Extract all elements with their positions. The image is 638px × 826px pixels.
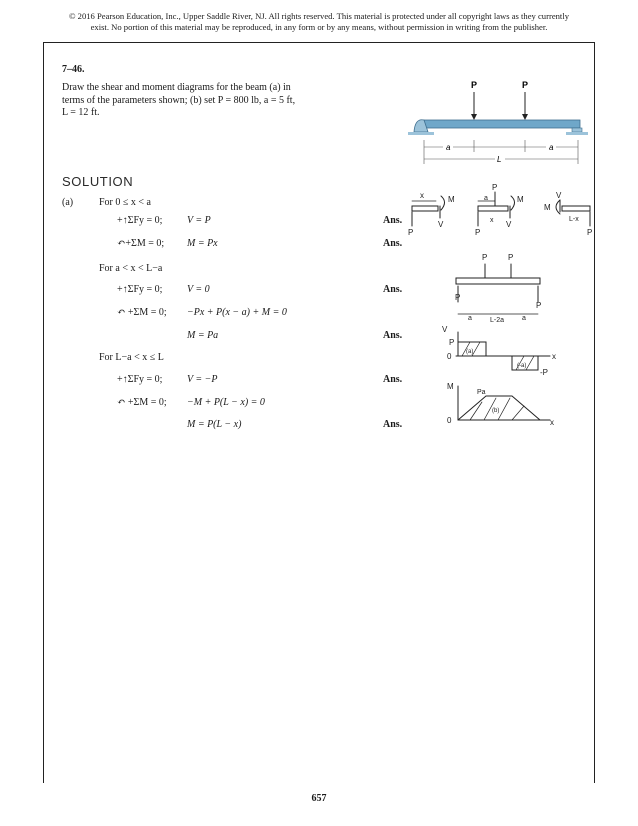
moment-m-label: M [447, 382, 454, 391]
fbd1-beam [412, 206, 438, 211]
r2-eq2-label: ↶ +ΣM = 0; [117, 307, 167, 318]
moment-pa-label: Pa [477, 389, 486, 396]
shear-v-label: V [442, 325, 448, 334]
shear-minus-p-label: -P [540, 368, 548, 377]
fbd-2 [475, 183, 524, 237]
fbd2-a-label: a [484, 195, 488, 202]
shear-area-left-label: (a) [466, 349, 474, 355]
r3-eq3: M = P(L − x) [187, 419, 242, 430]
r1-eq1-ans: Ans. [383, 215, 403, 226]
r3-eq1: V = −P [187, 374, 218, 385]
shear-diagram [442, 325, 556, 377]
solution-sketches [400, 182, 596, 430]
figure-load-right-label: P [522, 80, 529, 90]
shear-o-label: 0 [447, 352, 452, 361]
moment-hatch-4 [512, 406, 524, 420]
fbd3-moment-arc [556, 200, 560, 214]
fbd3-m-label: M [544, 203, 551, 212]
copyright-notice [30, 11, 608, 33]
fbd2-m-label: M [517, 195, 524, 204]
fbd1-m-label: M [448, 195, 455, 204]
fbd3-beam [562, 206, 590, 211]
fbd3-lx-label: L-x [569, 216, 579, 223]
dim-a-left-label: a [446, 143, 451, 152]
problem-number: 7–46. [62, 64, 85, 75]
beam-mid-label: L-2a [490, 317, 505, 324]
r1-eq2-label: ↶+ΣM = 0; [117, 238, 165, 249]
moment-o-label: 0 [447, 416, 452, 425]
beam-figure [400, 76, 595, 171]
fbd3-p-label: P [587, 228, 593, 237]
beam-body [420, 120, 580, 128]
solution-heading: SOLUTION [62, 174, 134, 189]
copyright-line-2: exist. No portion of this material may be reproduced, in any form or by any means, without permission in writing from the publisher. [90, 22, 548, 32]
load-arrowhead-right [522, 114, 528, 120]
fbd1-moment-arc [441, 196, 445, 210]
beam-p-right-label: P [508, 253, 514, 262]
r3-eq3-ans: Ans. [383, 419, 403, 430]
beam-sketch [455, 253, 541, 324]
dim-a-right-label: a [549, 143, 554, 152]
shear-p-label: P [449, 338, 455, 347]
fbd-3 [544, 191, 592, 237]
moment-area-label: (b) [492, 408, 500, 414]
shear-x-label: x [552, 352, 556, 361]
fbd2-x-label: x [490, 217, 494, 224]
beam-p-left-label: P [482, 253, 488, 262]
shear-area-right-label: (-a) [517, 363, 527, 369]
fbd2-p-top-label: P [492, 183, 498, 192]
range-2: For a < x < L−a [99, 263, 163, 274]
fbd2-v-label: V [506, 220, 512, 229]
r3-eq2: −M + P(L − x) = 0 [187, 397, 265, 408]
moment-diagram [447, 382, 554, 427]
r2-eq2: −Px + P(x − a) + M = 0 [187, 307, 287, 318]
statement-line-1: Draw the shear and moment diagrams for the beam (a) in [62, 82, 291, 93]
r1-eq1-label: +↑ΣFy = 0; [117, 215, 163, 226]
fbd2-p-label: P [475, 228, 481, 237]
statement-line-2: terms of the parameters shown; (b) set P = 800 lb, a = 5 ft, [62, 94, 296, 106]
fbd-1 [408, 191, 455, 237]
beam-r-left-label: P [455, 293, 461, 302]
range-1: For 0 ≤ x < a [99, 197, 151, 208]
r1-eq1: V = P [187, 215, 211, 226]
roller-support [572, 128, 582, 132]
part-label: (a) [62, 197, 74, 208]
r1-eq2: M = Px [187, 238, 218, 249]
moment-hatch-3 [498, 398, 510, 420]
r3-eq1-ans: Ans. [383, 374, 403, 385]
beam-r-right-label: P [536, 301, 542, 310]
r2-eq1-ans: Ans. [383, 284, 403, 295]
range-3: For L−a < x ≤ L [99, 352, 164, 363]
ground-right [566, 132, 588, 135]
fbd1-x-label: x [420, 191, 424, 200]
fbd2-moment-arc [511, 196, 515, 210]
r2-eq1-label: +↑ΣFy = 0; [117, 284, 163, 295]
r1-eq2-ans: Ans. [383, 238, 403, 249]
fbd2-beam [478, 206, 508, 211]
r2-eq3-ans: Ans. [383, 330, 403, 341]
fbd1-p-label: P [408, 228, 414, 237]
fbd3-v-label: V [556, 191, 562, 200]
moment-x-label: x [550, 418, 554, 427]
beam-a-left-label: a [468, 315, 472, 322]
statement-line-3: L = 12 ft. [62, 107, 100, 118]
r3-eq1-label: +↑ΣFy = 0; [117, 374, 163, 385]
problem-statement [62, 82, 320, 120]
load-arrowhead-left [471, 114, 477, 120]
fbd1-v-label: V [438, 220, 444, 229]
beam-a-right-label: a [522, 315, 526, 322]
dim-L-label: L [497, 155, 502, 164]
shear-hatch-4 [526, 356, 534, 370]
page-number: 657 [311, 793, 327, 804]
copyright-line-1: © 2016 Pearson Education, Inc., Upper Saddle River, NJ. All rights reserved. This material is protected under all copyright laws as they currently [68, 11, 570, 21]
r2-eq3: M = Pa [187, 330, 219, 341]
r2-eq1: V = 0 [187, 284, 210, 295]
figure-load-left-label: P [471, 80, 478, 90]
r3-eq2-label: ↶ +ΣM = 0; [117, 397, 167, 408]
beam-sketch-body [456, 278, 540, 284]
ground-left [408, 132, 434, 135]
